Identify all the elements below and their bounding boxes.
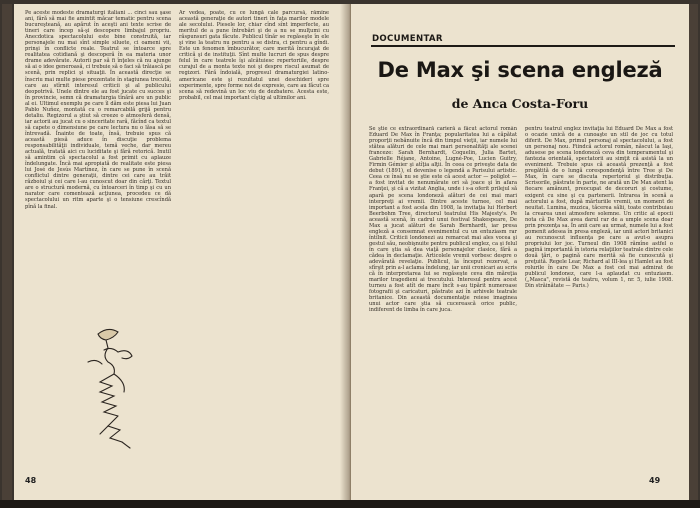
right-column-1: Se ştie ce extraordinară carieră a făcut actorul român Eduard De Max în Franţa; popularitatea lui a căpătat proporţii nebănuite încă din timpul vieţii, iar numele lui stătea alături de cele mai mari personalităţi ale scenei franceze: Sarah Bernhardt, Coquelin, Julia Bartet, Gabrielle Réjane, Antoine, Lugné-Poe, Lucien Guitry, Firmin Gémier şi atîţia alţii. În ceea ce priveşte data de debut (1891), el devenise o legendă a Parisului artistic. Ceea ce însă nu se ştie este că acest actor — poliglot — a fost invitat de nenumărate ori să joace şi în afara Franţei, şi că a vizitat Anglia, unde i s-a oferit prilejul să apară pe scena londoneză alături de cei mai mari interpreţi ai vremii. Dintre aceste turnee, cel mai important a fost acela din 1908, la invitaţia lui Herbert Beerbohm Tree, directorul teatrului His Majesty's. Pe această scenă, în cadrul unui festival Shakespeare, De Max a jucat alături de Sarah Bernhardt, iar presa engleză a consemnat evenimentul cu un entuziasm rar întîlnit. Criticii londonezi au remarcat mai ales vocea şi gestul său, neobişnuite pentru publicul englez, ca şi felul în care ştia să dea viaţă personajelor clasice, fără a cădea în declamaţie. Articolele vremii vorbesc despre o adevărată revelaţie. Publicul, la început rezervat, a sfîrşit prin a-l aclama îndelung, iar unii cronicari au scris că în interpretarea lui se regăseşte ceva din măreţia marilor tragedieni ai trecutului. Interesul pentru acest turneu a fost atît de mare încît s-au tipărit numeroase fotografii şi caricaturi, păstrate azi în arhivele teatrale britanice. Din această documentaţie reiese imaginea unui actor care ştia să cucerească orice public, indiferent de limba în care juca. (369, 126, 517, 314)
book-edge-right (688, 4, 698, 502)
article-title: De Max şi scena engleză (377, 58, 663, 82)
right-page-number: 49 (649, 476, 661, 485)
article-byline: de Anca Costa-Foru (451, 96, 589, 111)
right-page (351, 4, 689, 502)
figure-sketch-illustration (78, 322, 146, 452)
section-label: DOCUMENTAR (372, 34, 443, 44)
left-column-2: Ar vedea, poate, cu ce lungă cale parcursă, rămîne această generaţie de autori tineri în faţa marilor modele ale secolului. Piesele lor, chiar cînd sînt imperfecte, au meritul de a pune întrebări şi de a nu se mulţumi cu răspunsuri gata făcute. Publicul tînăr se regăseşte în ele şi vine la teatru nu pentru a se distra, ci pentru a gîndi. Este un fenomen îmbucurător, care merită încurajat de critică şi de instituţii. Sînt multe lucruri de spus despre felul în care teatrele îşi alcătuiesc repertoriile, despre curajul de a monta texte noi şi despre riscul asumat de regizori. Fără îndoială, progresul dramaturgiei latino-americane este şi rezultatul unei deschideri spre experimente, spre forme noi de expresie, care au făcut ca scena să redevină un loc viu de dezbatere. Acesta este, probabil, cel mai important cîştig al ultimilor ani. (179, 10, 329, 101)
book-edge-left (2, 4, 12, 502)
section-rule (371, 45, 675, 47)
left-page (14, 4, 351, 502)
left-page-number: 48 (25, 476, 37, 485)
left-column-1: Pe aceste modeste dramaturgi italiani ... cinci sau şase ani, fără să mai fie amintit măcar tematic pentru scena bucureşteană, au apărut în aceşti ani texte scrise de tineri care încep să-şi descopere limbajul propriu. Anecdotica spectacolului este bine construită, iar personajele nu mai sînt simple siluete, ci oameni vii, prinşi în conflicte reale. Teatrul se întoarce spre realitatea cotidiană şi descoperă în ea materia unor drame adevărate. Autorii par să fi înţeles că nu ajunge să ai o idee generoasă, ci trebuie să o faci să trăiască pe scenă, prin replici şi situaţii. În această direcţie se înscriu mai multe piese prezentate în stagiunea trecută, care au stîrnit interesul criticii şi al publicului deopotrivă. Unele dintre ele au fost jucate cu succes şi în provincie, semn că dramaturgia tînără are un public al ei. Ultimul exemplu pe care îl dăm este piesa lui Juan Pablo Nuñez, montată cu o remarcabilă grijă pentru detaliu. Regizorul a ştiut să creeze o atmosferă densă, iar actorii au jucat cu o sinceritate rară, făcînd ca textul să capete o dimensiune pe care lectura nu o lăsa să se întrevadă. Înainte de toate, însă, trebuie spus că această piesă aduce în discuţie problema responsabilităţii individuale, temă veche, dar mereu actuală, tratată aici cu luciditate şi fără retorică. Inutil să amintim că spectacolul a fost primit cu aplauze îndelungate. Încă mai apropiată de realitate este piesa lui José de Jesús Martínez, în care se pune în scenă conflictul dintre generaţii, dintre cei care au trăit războiul şi cei care l-au cunoscut doar din cărţi. Textul are o structură modernă, cu întoarceri în timp şi cu un narator care comentează acţiunea, procedeu ce dă spectacolului un ritm aparte şi o tensiune crescîndă pînă la final. (25, 10, 171, 210)
right-column-2: pentru teatrul englez invitaţia lui Eduard De Max a fost o ocazie unică de a cunoaşte un stil de joc cu totul diferit. De Max, primul personaj al spectacolului, a fost un personaj nou. Fiindcă actorul român, născut la Iaşi, adusese pe scena londoneză ceva din temperamentul şi fantezia orientală, spectatorii au simţit că asistă la un eveniment. Trebuie spus că această prezenţă a fost pregătită de o lungă corespondenţă între Tree şi De Max, în care se discuta repertoriul şi distribuţia. Scrisorile, păstrate în parte, ne arată un De Max atent la fiecare amănunt, preocupat de decoruri şi costume, exigent cu sine şi cu partenerii. Intrarea în scenă a actorului a fost, după mărturiile vremii, un moment de neuitat. Lumina, muzica, tăcerea sălii, toate contribuiau la crearea unei atmosfere solemne. Un critic al epocii nota că De Max avea darul rar de a umple scena doar prin prezenţa sa. În anii care au urmat, numele lui a fost pomenit adesea în presa engleză, iar unii actori britanici au recunoscut influenţa pe care a avut-o asupra propriului lor joc. Turneul din 1908 rămîne astfel o pagină importantă în istoria relaţiilor teatrale dintre cele două ţări, o pagină care merită să fie cunoscută şi preţuită. Regele Lear, Richard al III-lea şi Hamlet au fost rolurile în care De Max a fost cel mai admirat de publicul londonez, care l-a aplaudat cu entuziasm. („Masca", revistă de teatru, volum 1, nr. 5, iulie 1908. Din străinătate — Paris.) (525, 126, 673, 290)
binding-strip (0, 500, 700, 508)
